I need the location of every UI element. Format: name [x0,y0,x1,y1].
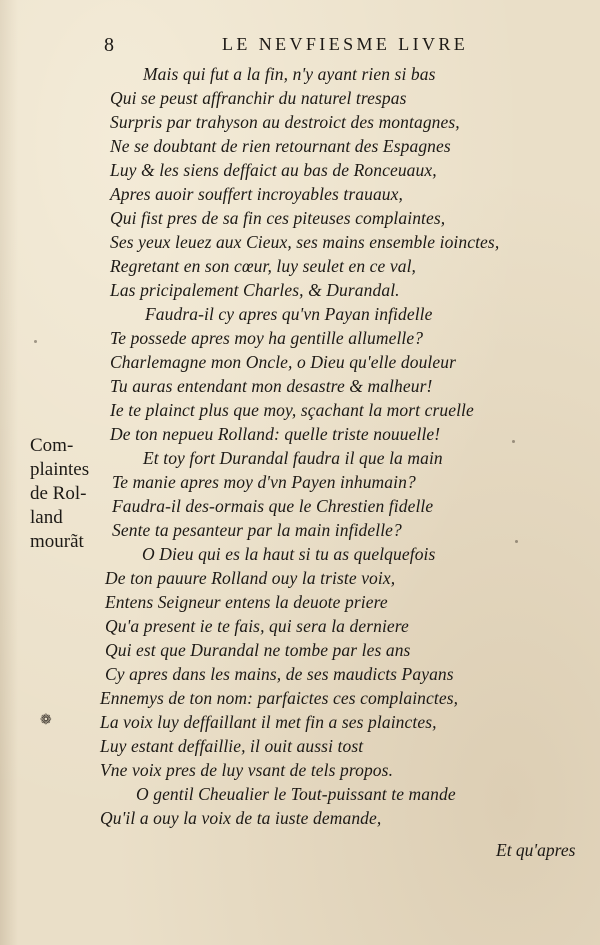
verse-line: Faudra-il des-ormais que le Chrestien fidelle [112,496,434,516]
verse-line: Las pricipalement Charles, & Durandal. [110,280,400,300]
ink-spot [515,540,518,543]
verse-line: Surpris par trahyson au destroict des montagnes, [110,112,460,132]
verse-line: Te manie apres moy d'vn Payen inhumain? [112,472,416,492]
verse-line: Mais qui fut a la fin, n'y ayant rien si bas [143,64,436,84]
margin-note-line: de Rol- [30,483,87,504]
page-number: 8 [104,34,114,56]
verse-line: Faudra-il cy apres qu'vn Payan infidelle [145,304,433,324]
catchword: Et qu'apres [496,840,576,860]
verse-line: Luy estant deffaillie, il ouit aussi tost [100,736,364,756]
margin-note-line: plaintes [30,459,90,480]
verse-line: La voix luy deffaillant il met fin a ses plainctes, [100,712,437,732]
verse-line: Entens Seigneur entens la deuote priere [105,592,388,612]
margin-note-line: mourãt [30,531,84,552]
verse-line: Qu'il a ouy la voix de ta iuste demande, [100,808,382,828]
verse-line: Qui fist pres de sa fin ces piteuses complaintes, [110,208,446,228]
margin-note-line: Com- [30,435,74,456]
ink-spot [34,340,37,343]
verse-line: De ton nepueu Rolland: quelle triste nouuelle! [110,424,441,444]
verse-line: Apres auoir souffert incroyables trauaux, [110,184,403,204]
verse-line: Te possede apres moy ha gentille allumelle? [110,328,424,348]
running-head: LE NEVFIESME LIVRE [222,34,469,54]
verse-line: Qui est que Durandal ne tombe par les ans [105,640,411,660]
verse-line: Ses yeux leuez aux Cieux, ses mains ensemble ioinctes, [110,232,500,252]
verse-line: Tu auras entendant mon desastre & malheur! [110,376,433,396]
verse-line: Regretant en son cœur, luy seulet en ce val, [110,256,417,276]
margin-note [30,434,102,554]
verse-line: Luy & les siens deffaict au bas de Ronceuaux, [110,160,437,180]
margin-note-line: land [30,507,63,528]
verse-line: Ennemys de ton nom: parfaictes ces complainctes, [100,688,459,708]
verse-line: Et toy fort Durandal faudra il que la main [143,448,443,468]
printers-flower-icon: ❁ [40,712,52,728]
verse-line: O Dieu qui es la haut si tu as quelquefois [142,544,436,564]
verse-line: Vne voix pres de luy vsant de tels propos. [100,760,394,780]
verse-line: De ton pauure Rolland ouy la triste voix, [105,568,396,588]
verse-line: Ne se doubtant de rien retournant des Espagnes [110,136,451,156]
verse-line: Charlemagne mon Oncle, o Dieu qu'elle douleur [110,352,457,372]
verse-line: Qui se peust affranchir du naturel trespas [110,88,407,108]
verse-line: Sente ta pesanteur par la main infidelle? [112,520,402,540]
verse-line: Ie te plainct plus que moy, sçachant la mort cruelle [110,400,474,420]
verse-line: O gentil Cheualier le Tout-puissant te mande [136,784,456,804]
verse-line: Cy apres dans les mains, de ses maudicts Payans [105,664,454,684]
ink-spot [512,440,515,443]
verse-line: Qu'a present ie te fais, qui sera la derniere [105,616,409,636]
